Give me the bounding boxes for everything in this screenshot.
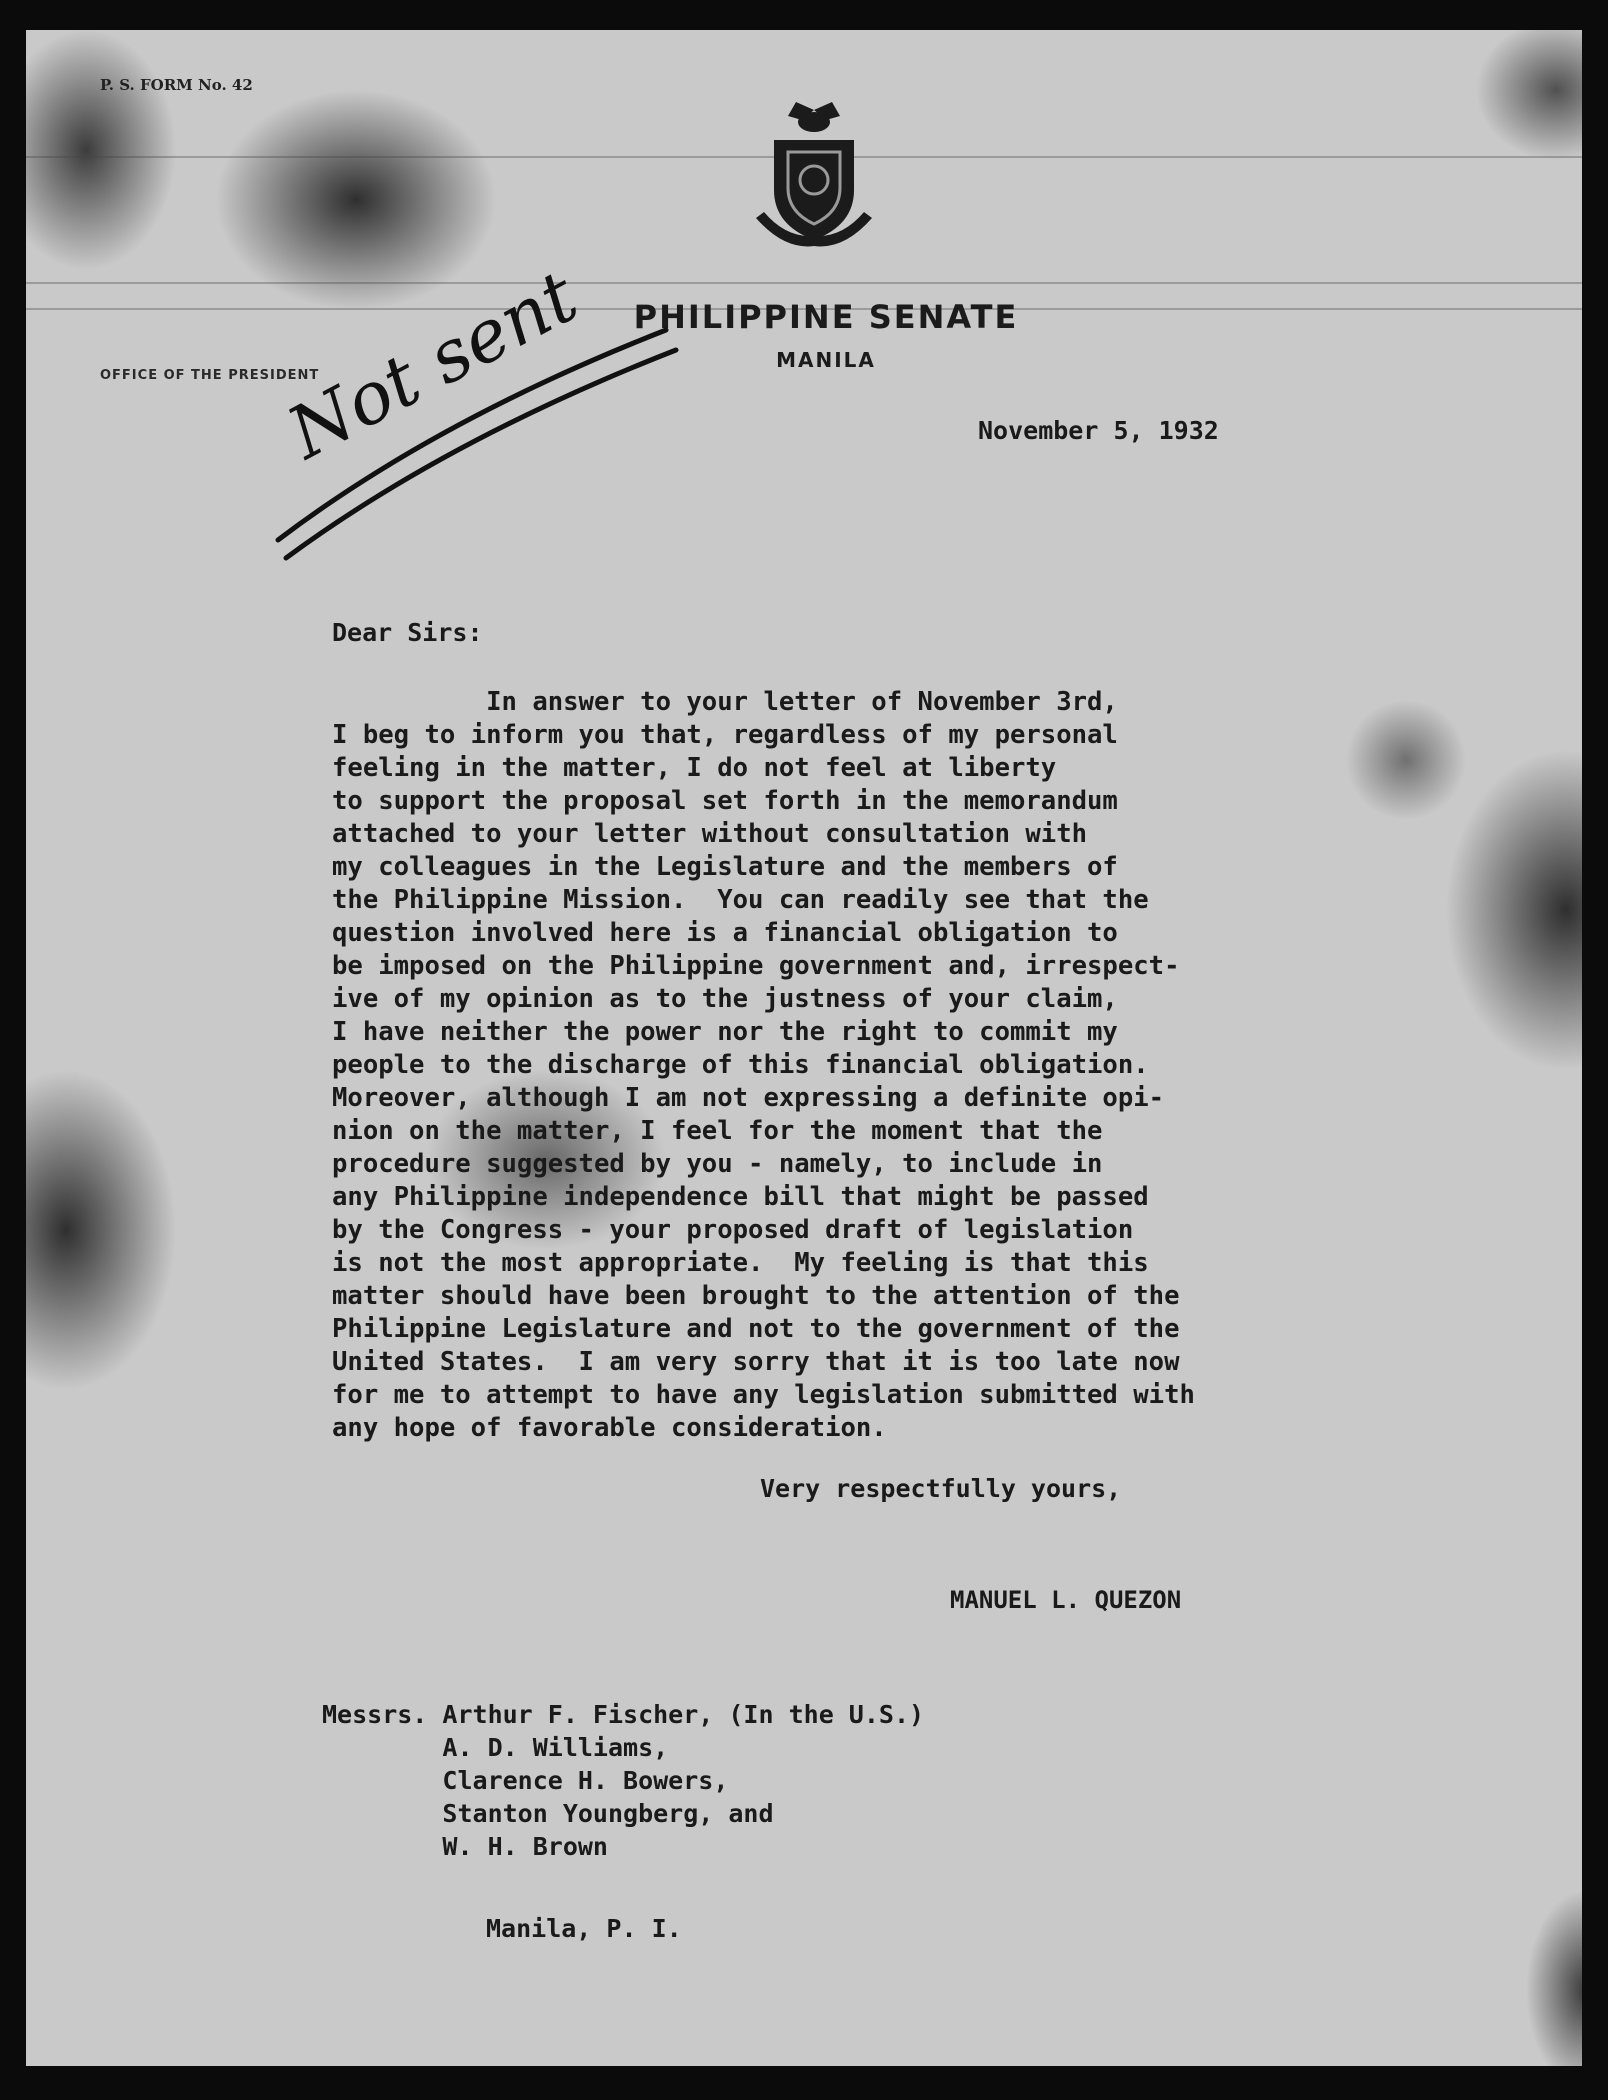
signer-name: MANUEL L. QUEZON	[950, 1586, 1182, 1614]
office-label: OFFICE OF THE PRESIDENT	[100, 368, 320, 383]
body-line: my colleagues in the Legislature and the members of	[332, 852, 1118, 882]
body-line: to support the proposal set forth in the memorandum	[332, 786, 1118, 816]
body-line: Philippine Legislature and not to the government of the	[332, 1314, 1180, 1344]
body-line: I beg to inform you that, regardless of my personal	[332, 720, 1118, 750]
body-line: question involved here is a financial obligation to	[332, 918, 1118, 948]
addressee-line: Messrs. Arthur F. Fischer, (In the U.S.)	[322, 1700, 925, 1729]
body-line: Moreover, although I am not expressing a definite opi-	[332, 1083, 1165, 1113]
letter-date: November 5, 1932	[978, 416, 1219, 445]
body-line: is not the most appropriate. My feeling is that this	[332, 1248, 1149, 1278]
handwritten-annotation	[266, 210, 686, 610]
body-line: attached to your letter without consultation with	[332, 819, 1088, 849]
body-line: In answer to your letter of November 3rd,	[332, 687, 1118, 717]
philippine-senate-seal-icon	[744, 100, 884, 250]
addressee-line: A. D. Williams,	[322, 1733, 669, 1762]
letter-page	[26, 30, 1582, 2066]
addressee-line: W. H. Brown	[322, 1832, 608, 1861]
body-line: matter should have been brought to the attention of the	[332, 1281, 1180, 1311]
senate-city: MANILA	[776, 348, 876, 372]
form-number: P. S. FORM No. 42	[100, 76, 253, 94]
body-line: ive of my opinion as to the justness of your claim,	[332, 984, 1118, 1014]
body-line: I have neither the power nor the right to commit my	[332, 1017, 1118, 1047]
body-line: be imposed on the Philippine government and, irrespect-	[332, 951, 1180, 981]
letter-body	[332, 686, 1195, 1445]
body-line: the Philippine Mission. You can readily see that the	[332, 885, 1149, 915]
handwritten-note: Not sent	[274, 253, 591, 476]
body-line: by the Congress - your proposed draft of legislation	[332, 1215, 1134, 1245]
body-line: nion on the matter, I feel for the moment that the	[332, 1116, 1103, 1146]
letterhead-rule	[26, 282, 1582, 284]
body-line: for me to attempt to have any legislation submitted with	[332, 1380, 1195, 1410]
addressee-block	[322, 1698, 924, 1863]
closing: Very respectfully yours,	[760, 1474, 1122, 1503]
body-line: procedure suggested by you - namely, to include in	[332, 1149, 1103, 1179]
addressee-line: Stanton Youngberg, and	[322, 1799, 774, 1828]
senate-title: PHILIPPINE SENATE	[633, 298, 1019, 336]
addressee-place: Manila, P. I.	[486, 1914, 682, 1943]
body-line: people to the discharge of this financial obligation.	[332, 1050, 1149, 1080]
body-line: feeling in the matter, I do not feel at liberty	[332, 753, 1057, 783]
body-line: any hope of favorable consideration.	[332, 1413, 887, 1443]
body-line: any Philippine independence bill that might be passed	[332, 1182, 1149, 1212]
addressee-line: Clarence H. Bowers,	[322, 1766, 729, 1795]
body-line: United States. I am very sorry that it is too late now	[332, 1347, 1180, 1377]
salutation: Dear Sirs:	[332, 618, 483, 647]
